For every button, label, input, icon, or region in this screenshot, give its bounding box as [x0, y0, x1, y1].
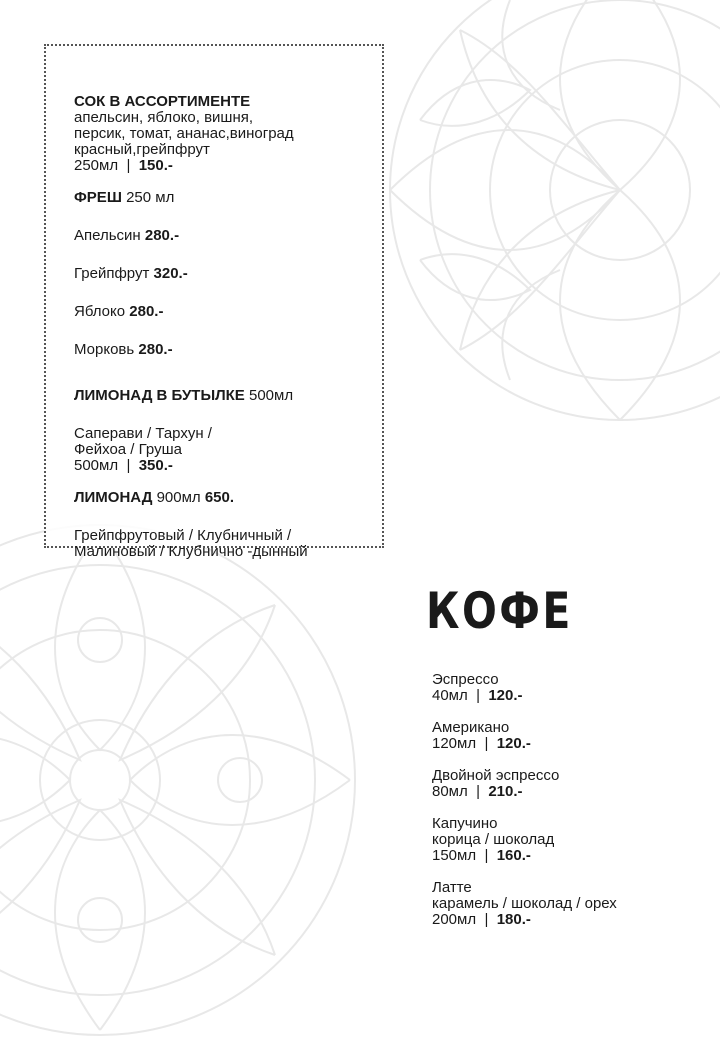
fresh-item-price: 320.- — [153, 265, 188, 282]
juice-title: СОК В АССОРТИМЕНТЕ — [74, 93, 251, 110]
lemonade-bottle-volume-line: 500мл — [74, 457, 119, 474]
lemonade-bottle-title: ЛИМОНАД В БУТЫЛКЕ — [74, 387, 245, 404]
drinks-menu-content — [74, 94, 384, 560]
lemonade-header — [74, 490, 384, 506]
fresh-header — [74, 190, 384, 206]
fresh-item — [74, 304, 384, 320]
separator: | — [476, 783, 480, 800]
fresh-item — [74, 342, 384, 358]
fresh-item-name: Грейпфрут — [74, 265, 150, 282]
coffee-item — [432, 880, 712, 928]
coffee-item-name: Эспрессо — [432, 671, 499, 688]
separator: | — [126, 157, 131, 174]
fresh-item-price: 280.- — [144, 227, 180, 244]
coffee-item-volume: 80мл — [432, 783, 468, 800]
lemonade-bottle-section — [74, 388, 384, 474]
lemonade-bottle-price: 350.- — [138, 457, 173, 474]
lemonade-bottle-volume-price — [74, 458, 384, 474]
coffee-list — [432, 672, 712, 944]
juice-desc-line: красный,грейпфрут — [74, 141, 210, 158]
coffee-item-name: Капучино — [432, 815, 498, 832]
juice-volume-price — [74, 158, 384, 174]
coffee-item-volume-price — [432, 848, 712, 864]
coffee-item-extra: корица / шоколад — [432, 831, 555, 848]
coffee-item-price: 180.- — [496, 911, 531, 928]
juice-price: 150.- — [138, 157, 173, 174]
fresh-title: ФРЕШ — [74, 189, 122, 206]
juice-desc-line: персик, томат, ананас,виноград — [74, 125, 294, 142]
fresh-item — [74, 266, 384, 282]
coffee-item-price: 160.- — [496, 847, 531, 864]
separator: | — [484, 911, 489, 928]
fresh-item-name: Яблоко — [74, 303, 126, 320]
coffee-item-volume: 40мл — [432, 687, 468, 704]
lemonade-section — [74, 490, 384, 560]
lemonade-title: ЛИМОНАД — [74, 489, 153, 506]
coffee-item — [432, 816, 712, 864]
coffee-item-price: 120.- — [488, 687, 523, 704]
lemonade-flavors: Малиновый / Клубнично -дынный — [74, 543, 308, 560]
fresh-item — [74, 228, 384, 244]
fresh-section — [74, 190, 384, 358]
ornament-pattern-bottom — [0, 520, 360, 1040]
separator: | — [476, 687, 480, 704]
coffee-item — [432, 672, 712, 704]
fresh-item-price: 280.- — [129, 303, 164, 320]
coffee-item-name: Американо — [432, 719, 510, 736]
fresh-item-price: 280.- — [138, 341, 173, 358]
fresh-item-name: Морковь — [74, 341, 135, 358]
coffee-item-volume-price — [432, 736, 712, 752]
lemonade-flavors: Грейпфрутовый / Клубничный / — [74, 527, 292, 544]
ornament-pattern-top — [360, 0, 720, 520]
coffee-item-extra: карамель / шоколад / орех — [432, 895, 617, 912]
coffee-item-price: 210.- — [488, 783, 523, 800]
coffee-item — [432, 720, 712, 752]
coffee-item-price: 120.- — [496, 735, 531, 752]
coffee-title: КОФЕ — [426, 582, 573, 640]
coffee-item-name: Латте — [432, 879, 472, 896]
coffee-item-volume: 200мл — [432, 911, 477, 928]
lemonade-bottle-volume: 500мл — [249, 387, 294, 404]
lemonade-bottle-header — [74, 388, 384, 404]
separator: | — [484, 735, 489, 752]
drinks-menu-box — [44, 44, 384, 560]
juice-volume: 250мл — [74, 157, 119, 174]
fresh-volume: 250 мл — [126, 189, 175, 206]
lemonade-bottle-flavors: Саперави / Тархун / — [74, 425, 212, 442]
juice-desc-line: апельсин, яблоко, вишня, — [74, 109, 254, 126]
juice-section — [74, 94, 384, 174]
lemonade-volume: 900мл — [156, 489, 201, 506]
fresh-item-name: Апельсин — [74, 227, 141, 244]
coffee-item-name: Двойной эспрессо — [432, 767, 560, 784]
lemonade-bottle-flavors: Фейхоа / Груша — [74, 441, 182, 458]
lemonade-price: 650. — [204, 489, 235, 506]
coffee-item-volume: 120мл — [432, 735, 477, 752]
separator: | — [484, 847, 489, 864]
coffee-item-volume-price — [432, 688, 712, 704]
separator: | — [126, 457, 131, 474]
coffee-item — [432, 768, 712, 800]
coffee-item-volume-price — [432, 912, 712, 928]
coffee-item-volume-price — [432, 784, 712, 800]
coffee-item-volume: 150мл — [432, 847, 477, 864]
